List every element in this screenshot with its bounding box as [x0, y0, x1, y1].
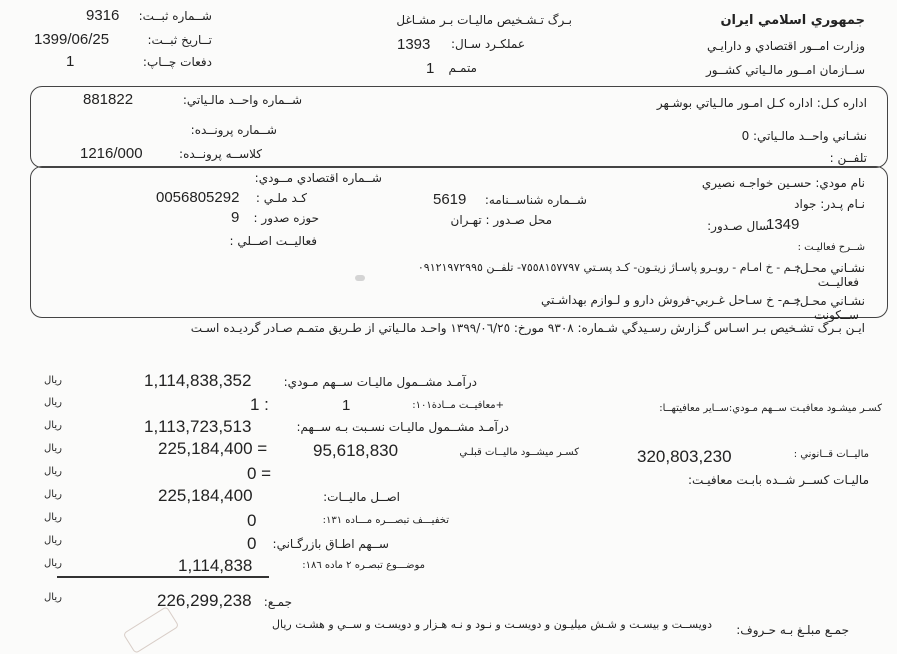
reg-date-label: تــاريخ ثبــت:	[147, 33, 212, 47]
total-words: دويســت و بيسـت و شـش ميليـون و دويسـت و نـود و نـه هـزار و دويسـت و ســي و هشـت ريال	[271, 618, 712, 631]
taxable-share: 1,113,723,513	[144, 417, 252, 436]
sum-rule	[57, 576, 269, 578]
currency-label: ريال	[44, 466, 62, 477]
work-address: جـم - خ امـام - روبـرو پاسـاژ زيتـون- كـد پسـتي ٧٥٥٨١٥٧٧٩٧- تلفــن ٠٩١٢١٩٧٢٩٩٥	[417, 261, 801, 274]
notice-text: ايـن بـرگ تشـخيص بـر اسـاس گـزارش رسـيدگي شـماره: ٩٣٠٨ مورخ: ١٣٩٩/٠٦/٢٥ واحـد مالـياتي از طـريق متمـم صـادر گرديـده اسـت	[190, 321, 865, 335]
currency-label: ريال	[44, 489, 62, 500]
work-address-label-2: فعاليــت	[817, 275, 859, 289]
reg-number-label: شــماره ثبــت:	[138, 9, 212, 23]
taxable-income: 1,114,838,352	[144, 371, 252, 390]
national-code-label: كـد ملـي :	[255, 191, 307, 205]
issue-year: 1349	[766, 216, 800, 233]
main-activity-label: فعاليــت اصــلي :	[229, 234, 317, 248]
total-words-label: جمـع مبلـغ بـه حـروف:	[736, 623, 849, 637]
exempt-deduction-label: ماليـات كســر شــده بابـت معافيـت:	[687, 473, 869, 487]
currency-label: ريال	[44, 443, 62, 454]
ink-speck	[355, 275, 365, 281]
print-count-label: دفعات چــاپ:	[142, 55, 212, 69]
ministry-name: وزارت امــور اقتصادي و دارايـي	[706, 39, 865, 53]
exemption-101: 1	[342, 397, 351, 414]
supplement-number: 1	[426, 60, 435, 77]
discount-131-label: تخفيـــف تبصـــره مـــاده ١٣١:	[322, 515, 449, 526]
currency-label: ريال	[44, 375, 62, 386]
file-number-label: شــماره پرونــده:	[190, 123, 277, 137]
organization-name: ســازمان امــور مالـياتي كشــور	[706, 63, 865, 77]
zero-equals: 0 =	[247, 464, 272, 483]
total: 226,299,238	[157, 591, 252, 610]
tax-equals: 225,184,400 =	[158, 439, 268, 458]
issue-zone-label: حوزه صدور :	[253, 211, 319, 225]
activity-desc-label: شــرح فعاليـت :	[797, 242, 865, 253]
note2-186-label: موضـــوع تبصـره ٢ ماده ١٨٦:	[302, 560, 425, 571]
currency-label: ريال	[44, 592, 62, 603]
reg-number: 9316	[86, 7, 120, 24]
stamp-mark	[123, 606, 180, 654]
supplement-label: متمـم	[448, 61, 477, 75]
note2-186: 1,114,838	[178, 556, 253, 575]
national-code: 0056805292	[156, 189, 240, 206]
unit-address: نشـاني واحــد مالـياتي: 0	[741, 129, 867, 143]
issue-place: محل صـدور : تهـران	[450, 213, 552, 227]
print-count: 1	[66, 53, 75, 70]
file-class: 1216/000	[80, 145, 143, 162]
fiscal-year: 1393	[397, 36, 431, 53]
prior-tax-label: كسـر ميشــود ماليــات قبلـي	[459, 447, 579, 458]
chamber-share-label: ســهم اطـاق بازرگـاني:	[272, 537, 389, 551]
principal-tax: 225,184,400	[158, 486, 253, 505]
legal-tax: 320,803,230	[637, 447, 732, 466]
unit-number: 881822	[83, 91, 134, 108]
father-name: نـام پـدر: جواد	[794, 197, 865, 211]
discount-131: 0	[247, 511, 257, 530]
general-office: اداره كـل: اداره كـل امـور مالـياتي بوشـهر	[656, 96, 867, 110]
deduction-other-label: كسـر ميشـود معافيـت ســهم مـودي:ســاير معافيتهــا:	[659, 403, 882, 414]
principal-tax-label: اصــل ماليــات:	[323, 490, 400, 504]
home-address-label-2: ســكونت	[813, 308, 859, 322]
currency-label: ريال	[44, 535, 62, 546]
home-address: جـم- خ سـاحل غـربي-فروش دارو و لـوازم بهداشـتي	[540, 293, 801, 307]
taxable-income-label: درآمـد مشــمول ماليـات ســهم مـودي:	[283, 375, 477, 389]
unit-number-label: شــماره واحــد مالـياتي:	[182, 93, 302, 107]
file-class-label: كلاســه پرونــده:	[179, 147, 262, 161]
work-address-label: نشـاني محـل:	[795, 261, 865, 275]
ratio: 1 :	[250, 395, 269, 414]
taxable-share-label: درآمـد مشــمول ماليـات نسـبت بـه ســهم:	[296, 420, 509, 434]
phone-label: تلفــن :	[829, 151, 867, 165]
legal-tax-label: ماليــات قــانوني :	[793, 449, 869, 460]
issue-year-label: سال صـدور:	[707, 219, 769, 233]
country-title: جمهوري اسلامي ايران	[720, 13, 865, 28]
id-number: 5619	[433, 191, 467, 208]
prior-tax: 95,618,830	[313, 441, 399, 460]
issue-zone: 9	[231, 209, 240, 226]
fiscal-year-label: عملكـرد سـال:	[451, 37, 525, 51]
taxpayer-name: نام مودي: حسـين خواجـه نصيري	[701, 176, 865, 190]
id-number-label: شــماره شناســنامه:	[484, 193, 587, 207]
exemption-101-label: +معافيــت مــادة١٠١:	[412, 400, 504, 411]
currency-label: ريال	[44, 397, 62, 408]
economic-code-label: شــماره اقتصادي مــودي:	[254, 171, 382, 185]
total-label: جمـع:	[263, 595, 292, 609]
form-title: بـرگ تـشـخيص ماليـات بـر مشـاغل	[396, 13, 572, 27]
currency-label: ريال	[44, 558, 62, 569]
reg-date: 1399/06/25	[34, 31, 110, 48]
chamber-share: 0	[247, 534, 257, 553]
home-address-label: نشـاني محـل:	[795, 294, 865, 308]
currency-label: ريال	[44, 512, 62, 523]
currency-label: ريال	[44, 420, 62, 431]
